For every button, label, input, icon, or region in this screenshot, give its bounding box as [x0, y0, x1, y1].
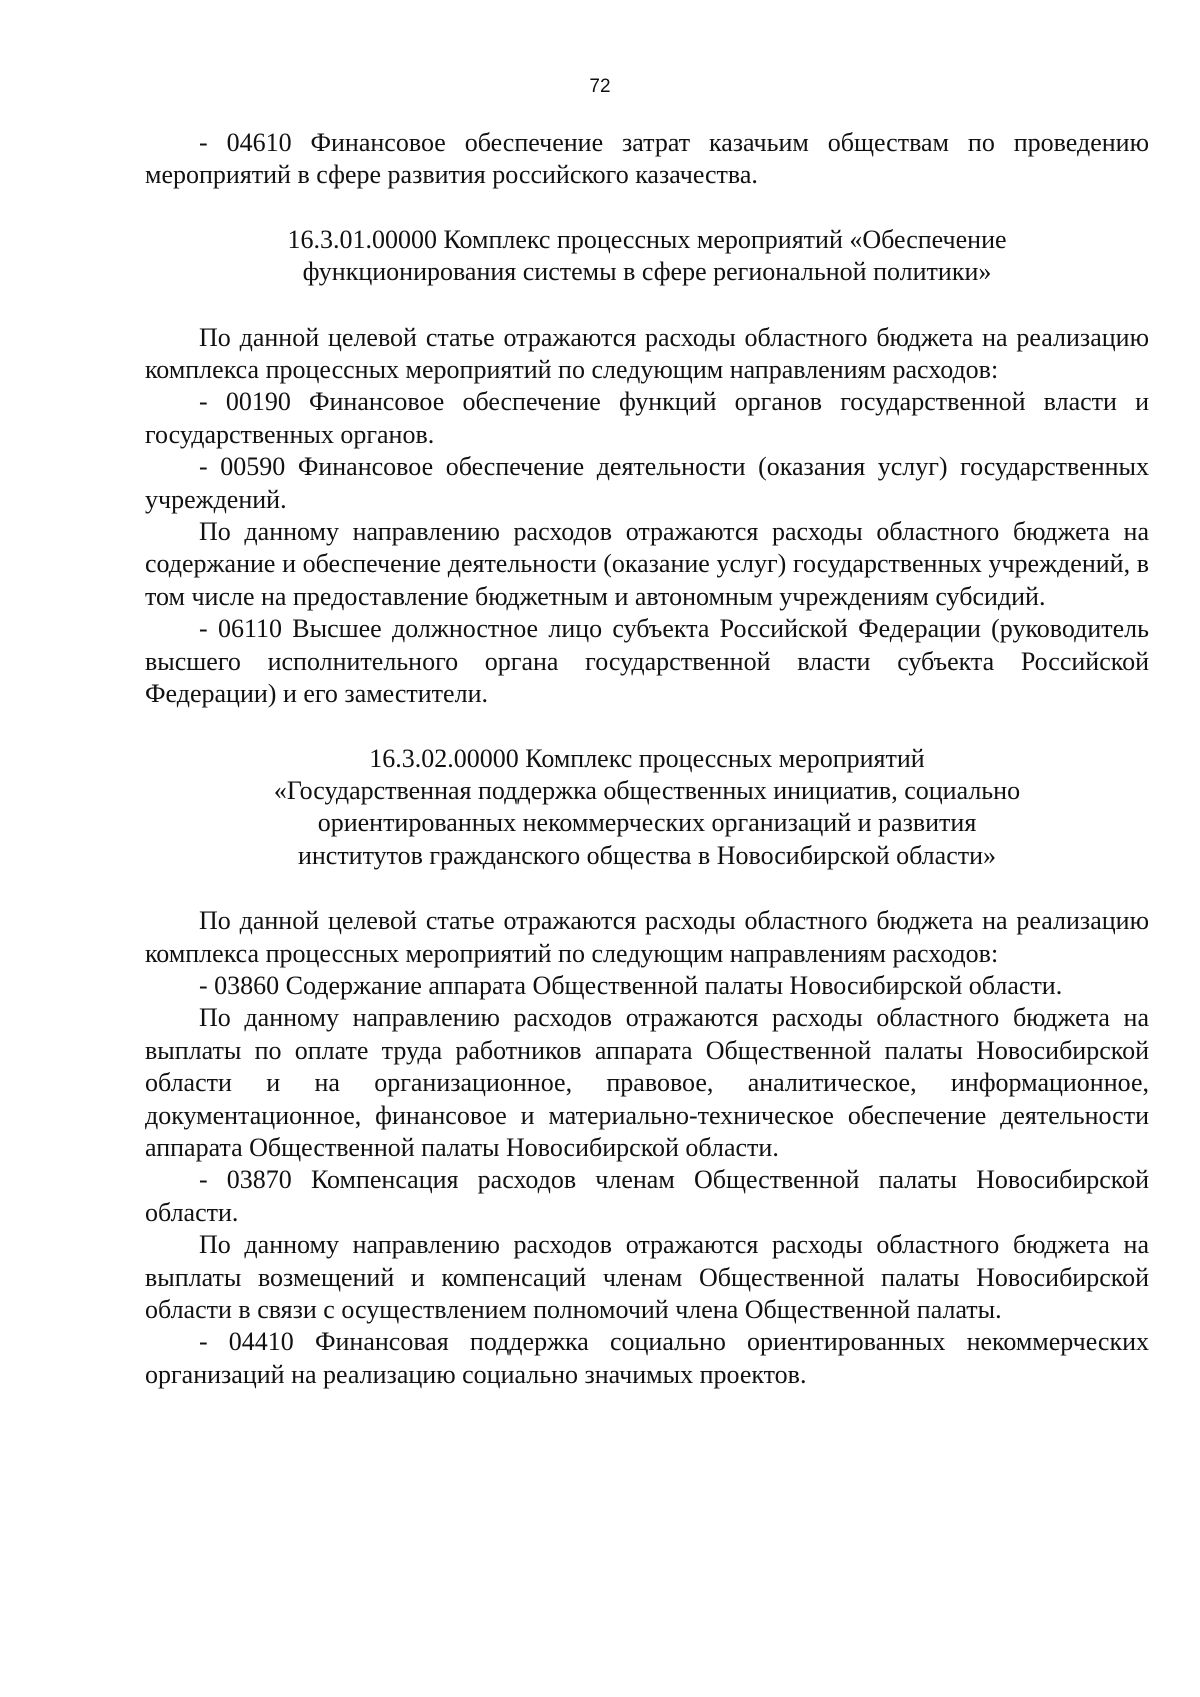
spacer [145, 872, 1149, 905]
section-2-paragraph: - 03860 Содержание аппарата Общественной палаты Новосибирской области. [199, 970, 1063, 1000]
section-2-heading [145, 743, 1149, 873]
spacer [145, 289, 1149, 322]
spacer [145, 711, 1149, 743]
section-1-paragraph: - 00190 Финансовое обеспечение функций органов государственной власти и государственных органов. [145, 387, 1149, 449]
section-2-heading-line: институтов гражданского общества в Новосибирской области» [297, 840, 997, 870]
section-2-paragraph: По данному направлению расходов отражаются расходы областного бюджета на выплаты по оплате труда работников аппарата Общественной палаты Новосибирской области и на организационное, правовое, аналитическое, информационное, документационное, финансовое и материально-техническое обеспечение деятельности аппарата Общественной палаты Новосибирской области. [145, 1003, 1149, 1162]
section-1-paragraph: По данной целевой статье отражаются расходы областного бюджета на реализацию комплекса процессных мероприятий по следующим направлениям расходов: [145, 322, 1149, 385]
section-2-paragraph: - 04410 Финансовая поддержка социально ориентированных некоммерческих организаций на реализацию социально значимых проектов. [145, 1327, 1149, 1389]
section-2-heading-line: 16.3.02.00000 Комплекс процессных мероприятий [369, 743, 925, 773]
section-1-paragraph: - 00590 Финансовое обеспечение деятельности (оказания услуг) государственных учреждений. [145, 452, 1149, 514]
section-2-paragraph: По данному направлению расходов отражаются расходы областного бюджета на выплаты возмещений и компенсаций членам Общественной палаты Новосибирской области в связи с осуществлением полномочий члена Общественной палаты. [145, 1230, 1149, 1324]
section-1-body [145, 322, 1149, 711]
document-body [145, 127, 1149, 1391]
section-2-body [145, 905, 1149, 1391]
section-2-heading-line: «Государственная поддержка общественных инициатив, социально [273, 775, 1021, 805]
section-1-heading-line: 16.3.01.00000 Комплекс процессных мероприятий «Обеспечение [287, 224, 1007, 254]
section-1-heading-line: функционирования системы в сфере региональной политики» [302, 257, 992, 287]
section-2-paragraph: - 03870 Компенсация расходов членам Общественной палаты Новосибирской области. [145, 1165, 1149, 1227]
section-1-paragraph: - 06110 Высшее должностное лицо субъекта Российской Федерации (руководитель высшего исполнительного органа государственной власти субъекта Российской Федерации) и его заместители. [145, 614, 1149, 709]
section-1-heading [145, 224, 1149, 289]
section-1-paragraph: По данному направлению расходов отражаются расходы областного бюджета на содержание и обеспечение деятельности (оказание услуг) государственных учреждений, в том числе на предоставление бюджетным и автономным учреждениям субсидий. [145, 517, 1149, 611]
page-number: 72 [589, 76, 611, 97]
section-2-paragraph: По данной целевой статье отражаются расходы областного бюджета на реализацию комплекса процессных мероприятий по следующим направлениям расходов: [145, 906, 1149, 968]
section-2-heading-line: ориентированных некоммерческих организаций и развития [317, 808, 977, 838]
intro-paragraph: - 04610 Финансовое обеспечение затрат казачьим обществам по проведению мероприятий в сфере развития российского казачества. [145, 128, 1149, 190]
spacer [145, 192, 1149, 224]
